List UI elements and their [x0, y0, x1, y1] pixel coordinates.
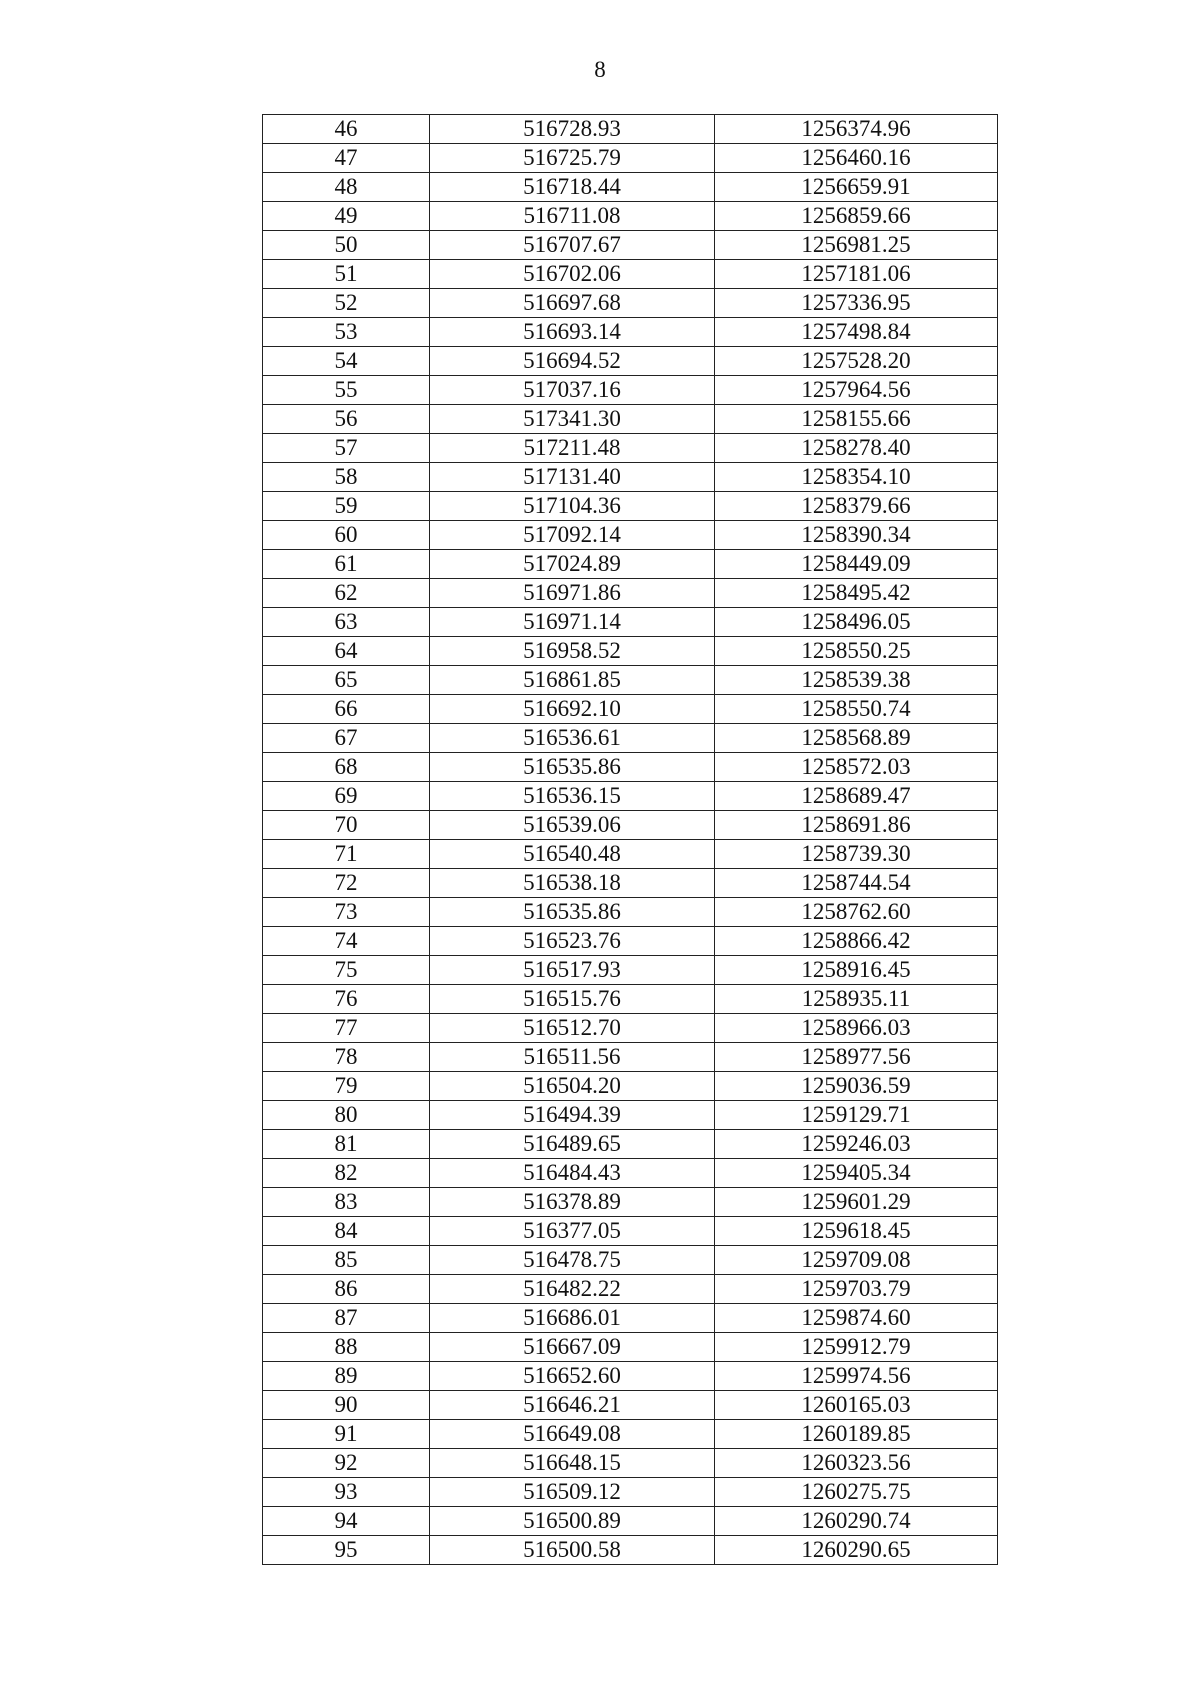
- point-number-cell: 63: [263, 608, 430, 637]
- y-coordinate-cell: 1259618.45: [715, 1217, 998, 1246]
- table-row: [263, 898, 998, 927]
- point-number-cell: 77: [263, 1014, 430, 1043]
- table-row: [263, 1507, 998, 1536]
- point-number-cell: 68: [263, 753, 430, 782]
- point-number-cell: 56: [263, 405, 430, 434]
- x-coordinate-cell: 516538.18: [430, 869, 715, 898]
- x-coordinate-cell: 516478.75: [430, 1246, 715, 1275]
- y-coordinate-cell: 1256659.91: [715, 173, 998, 202]
- table-row: [263, 463, 998, 492]
- x-coordinate-cell: 516512.70: [430, 1014, 715, 1043]
- point-number-cell: 49: [263, 202, 430, 231]
- y-coordinate-cell: 1258916.45: [715, 956, 998, 985]
- x-coordinate-cell: 517211.48: [430, 434, 715, 463]
- x-coordinate-cell: 516646.21: [430, 1391, 715, 1420]
- x-coordinate-cell: 516484.43: [430, 1159, 715, 1188]
- x-coordinate-cell: 516377.05: [430, 1217, 715, 1246]
- point-number-cell: 89: [263, 1362, 430, 1391]
- point-number-cell: 84: [263, 1217, 430, 1246]
- y-coordinate-cell: 1256981.25: [715, 231, 998, 260]
- y-coordinate-cell: 1258568.89: [715, 724, 998, 753]
- point-number-cell: 52: [263, 289, 430, 318]
- y-coordinate-cell: 1256374.96: [715, 115, 998, 144]
- point-number-cell: 80: [263, 1101, 430, 1130]
- x-coordinate-cell: 516648.15: [430, 1449, 715, 1478]
- point-number-cell: 95: [263, 1536, 430, 1565]
- x-coordinate-cell: 516861.85: [430, 666, 715, 695]
- table-row: [263, 869, 998, 898]
- table-row: [263, 231, 998, 260]
- y-coordinate-cell: 1258278.40: [715, 434, 998, 463]
- y-coordinate-cell: 1259405.34: [715, 1159, 998, 1188]
- x-coordinate-cell: 516540.48: [430, 840, 715, 869]
- point-number-cell: 67: [263, 724, 430, 753]
- x-coordinate-cell: 516539.06: [430, 811, 715, 840]
- table-row: [263, 347, 998, 376]
- table-row: [263, 1246, 998, 1275]
- x-coordinate-cell: 516692.10: [430, 695, 715, 724]
- point-number-cell: 57: [263, 434, 430, 463]
- x-coordinate-cell: 516489.65: [430, 1130, 715, 1159]
- point-number-cell: 59: [263, 492, 430, 521]
- point-number-cell: 75: [263, 956, 430, 985]
- y-coordinate-cell: 1259129.71: [715, 1101, 998, 1130]
- point-number-cell: 70: [263, 811, 430, 840]
- table-row: [263, 115, 998, 144]
- table-row: [263, 1333, 998, 1362]
- table-row: [263, 1043, 998, 1072]
- table-row: [263, 608, 998, 637]
- x-coordinate-cell: 516535.86: [430, 753, 715, 782]
- y-coordinate-cell: 1258550.25: [715, 637, 998, 666]
- y-coordinate-cell: 1258739.30: [715, 840, 998, 869]
- table-row: [263, 1014, 998, 1043]
- x-coordinate-cell: 517341.30: [430, 405, 715, 434]
- point-number-cell: 83: [263, 1188, 430, 1217]
- table-row: [263, 1420, 998, 1449]
- table-row: [263, 1101, 998, 1130]
- y-coordinate-cell: 1257498.84: [715, 318, 998, 347]
- table-row: [263, 1159, 998, 1188]
- x-coordinate-cell: 516649.08: [430, 1420, 715, 1449]
- x-coordinate-cell: 516667.09: [430, 1333, 715, 1362]
- point-number-cell: 51: [263, 260, 430, 289]
- x-coordinate-cell: 516515.76: [430, 985, 715, 1014]
- x-coordinate-cell: 516500.89: [430, 1507, 715, 1536]
- point-number-cell: 47: [263, 144, 430, 173]
- table-row: [263, 144, 998, 173]
- x-coordinate-cell: 516693.14: [430, 318, 715, 347]
- x-coordinate-cell: 517092.14: [430, 521, 715, 550]
- table-row: [263, 492, 998, 521]
- y-coordinate-cell: 1257964.56: [715, 376, 998, 405]
- point-number-cell: 54: [263, 347, 430, 376]
- y-coordinate-cell: 1259036.59: [715, 1072, 998, 1101]
- y-coordinate-cell: 1258390.34: [715, 521, 998, 550]
- table-row: [263, 956, 998, 985]
- point-number-cell: 48: [263, 173, 430, 202]
- point-number-cell: 79: [263, 1072, 430, 1101]
- x-coordinate-cell: 516728.93: [430, 115, 715, 144]
- x-coordinate-cell: 516536.15: [430, 782, 715, 811]
- x-coordinate-cell: 516523.76: [430, 927, 715, 956]
- point-number-cell: 55: [263, 376, 430, 405]
- point-number-cell: 87: [263, 1304, 430, 1333]
- y-coordinate-cell: 1258977.56: [715, 1043, 998, 1072]
- point-number-cell: 76: [263, 985, 430, 1014]
- point-number-cell: 46: [263, 115, 430, 144]
- point-number-cell: 94: [263, 1507, 430, 1536]
- x-coordinate-cell: 516378.89: [430, 1188, 715, 1217]
- point-number-cell: 66: [263, 695, 430, 724]
- x-coordinate-cell: 516652.60: [430, 1362, 715, 1391]
- point-number-cell: 61: [263, 550, 430, 579]
- point-number-cell: 90: [263, 1391, 430, 1420]
- x-coordinate-cell: 516504.20: [430, 1072, 715, 1101]
- x-coordinate-cell: 517037.16: [430, 376, 715, 405]
- table-row: [263, 637, 998, 666]
- table-row: [263, 695, 998, 724]
- table-row: [263, 666, 998, 695]
- y-coordinate-cell: 1256460.16: [715, 144, 998, 173]
- x-coordinate-cell: 516511.56: [430, 1043, 715, 1072]
- table-row: [263, 1072, 998, 1101]
- x-coordinate-cell: 516686.01: [430, 1304, 715, 1333]
- y-coordinate-cell: 1258495.42: [715, 579, 998, 608]
- table-row: [263, 579, 998, 608]
- y-coordinate-cell: 1258744.54: [715, 869, 998, 898]
- point-number-cell: 71: [263, 840, 430, 869]
- y-coordinate-cell: 1258155.66: [715, 405, 998, 434]
- y-coordinate-cell: 1259874.60: [715, 1304, 998, 1333]
- y-coordinate-cell: 1257336.95: [715, 289, 998, 318]
- x-coordinate-cell: 516509.12: [430, 1478, 715, 1507]
- table-row: [263, 289, 998, 318]
- y-coordinate-cell: 1260323.56: [715, 1449, 998, 1478]
- x-coordinate-cell: 516500.58: [430, 1536, 715, 1565]
- table-row: [263, 927, 998, 956]
- x-coordinate-cell: 516707.67: [430, 231, 715, 260]
- table-row: [263, 1478, 998, 1507]
- y-coordinate-cell: 1260189.85: [715, 1420, 998, 1449]
- table-row: [263, 1391, 998, 1420]
- point-number-cell: 85: [263, 1246, 430, 1275]
- x-coordinate-cell: 516718.44: [430, 173, 715, 202]
- point-number-cell: 53: [263, 318, 430, 347]
- y-coordinate-cell: 1259912.79: [715, 1333, 998, 1362]
- x-coordinate-cell: 516702.06: [430, 260, 715, 289]
- y-coordinate-cell: 1258966.03: [715, 1014, 998, 1043]
- x-coordinate-cell: 516725.79: [430, 144, 715, 173]
- table-row: [263, 1449, 998, 1478]
- table-row: [263, 318, 998, 347]
- point-number-cell: 69: [263, 782, 430, 811]
- x-coordinate-cell: 516971.14: [430, 608, 715, 637]
- x-coordinate-cell: 516494.39: [430, 1101, 715, 1130]
- table-row: [263, 1217, 998, 1246]
- table-row: [263, 260, 998, 289]
- y-coordinate-cell: 1259246.03: [715, 1130, 998, 1159]
- table-row: [263, 985, 998, 1014]
- y-coordinate-cell: 1260275.75: [715, 1478, 998, 1507]
- point-number-cell: 65: [263, 666, 430, 695]
- x-coordinate-cell: 517131.40: [430, 463, 715, 492]
- y-coordinate-cell: 1258762.60: [715, 898, 998, 927]
- table-row: [263, 724, 998, 753]
- table-row: [263, 405, 998, 434]
- table-row: [263, 550, 998, 579]
- y-coordinate-cell: 1257528.20: [715, 347, 998, 376]
- point-number-cell: 58: [263, 463, 430, 492]
- table-row: [263, 1275, 998, 1304]
- table-row: [263, 1362, 998, 1391]
- y-coordinate-cell: 1258866.42: [715, 927, 998, 956]
- x-coordinate-cell: 516697.68: [430, 289, 715, 318]
- y-coordinate-cell: 1260290.74: [715, 1507, 998, 1536]
- point-number-cell: 86: [263, 1275, 430, 1304]
- y-coordinate-cell: 1258379.66: [715, 492, 998, 521]
- y-coordinate-cell: 1259601.29: [715, 1188, 998, 1217]
- point-number-cell: 78: [263, 1043, 430, 1072]
- y-coordinate-cell: 1257181.06: [715, 260, 998, 289]
- y-coordinate-cell: 1258572.03: [715, 753, 998, 782]
- x-coordinate-cell: 516535.86: [430, 898, 715, 927]
- x-coordinate-cell: 517104.36: [430, 492, 715, 521]
- point-number-cell: 64: [263, 637, 430, 666]
- x-coordinate-cell: 517024.89: [430, 550, 715, 579]
- x-coordinate-cell: 516482.22: [430, 1275, 715, 1304]
- table-row: [263, 811, 998, 840]
- table-row: [263, 753, 998, 782]
- x-coordinate-cell: 516711.08: [430, 202, 715, 231]
- y-coordinate-cell: 1260290.65: [715, 1536, 998, 1565]
- x-coordinate-cell: 516536.61: [430, 724, 715, 753]
- x-coordinate-cell: 516694.52: [430, 347, 715, 376]
- y-coordinate-cell: 1258496.05: [715, 608, 998, 637]
- x-coordinate-cell: 516517.93: [430, 956, 715, 985]
- point-number-cell: 62: [263, 579, 430, 608]
- coordinates-table-body: [263, 115, 998, 1565]
- y-coordinate-cell: 1258354.10: [715, 463, 998, 492]
- point-number-cell: 93: [263, 1478, 430, 1507]
- x-coordinate-cell: 516971.86: [430, 579, 715, 608]
- table-row: [263, 782, 998, 811]
- y-coordinate-cell: 1259974.56: [715, 1362, 998, 1391]
- point-number-cell: 73: [263, 898, 430, 927]
- point-number-cell: 60: [263, 521, 430, 550]
- y-coordinate-cell: 1256859.66: [715, 202, 998, 231]
- table-row: [263, 202, 998, 231]
- point-number-cell: 91: [263, 1420, 430, 1449]
- point-number-cell: 88: [263, 1333, 430, 1362]
- table-row: [263, 1536, 998, 1565]
- point-number-cell: 74: [263, 927, 430, 956]
- coordinates-table: [262, 114, 998, 1565]
- table-row: [263, 434, 998, 463]
- y-coordinate-cell: 1258935.11: [715, 985, 998, 1014]
- table-row: [263, 840, 998, 869]
- y-coordinate-cell: 1259709.08: [715, 1246, 998, 1275]
- table-row: [263, 173, 998, 202]
- page-number: 8: [594, 57, 606, 82]
- table-row: [263, 1304, 998, 1333]
- point-number-cell: 81: [263, 1130, 430, 1159]
- point-number-cell: 92: [263, 1449, 430, 1478]
- point-number-cell: 72: [263, 869, 430, 898]
- table-row: [263, 1130, 998, 1159]
- y-coordinate-cell: 1258689.47: [715, 782, 998, 811]
- y-coordinate-cell: 1258550.74: [715, 695, 998, 724]
- y-coordinate-cell: 1258449.09: [715, 550, 998, 579]
- y-coordinate-cell: 1258691.86: [715, 811, 998, 840]
- table-row: [263, 1188, 998, 1217]
- y-coordinate-cell: 1259703.79: [715, 1275, 998, 1304]
- table-row: [263, 376, 998, 405]
- point-number-cell: 50: [263, 231, 430, 260]
- table-row: [263, 521, 998, 550]
- y-coordinate-cell: 1258539.38: [715, 666, 998, 695]
- y-coordinate-cell: 1260165.03: [715, 1391, 998, 1420]
- x-coordinate-cell: 516958.52: [430, 637, 715, 666]
- point-number-cell: 82: [263, 1159, 430, 1188]
